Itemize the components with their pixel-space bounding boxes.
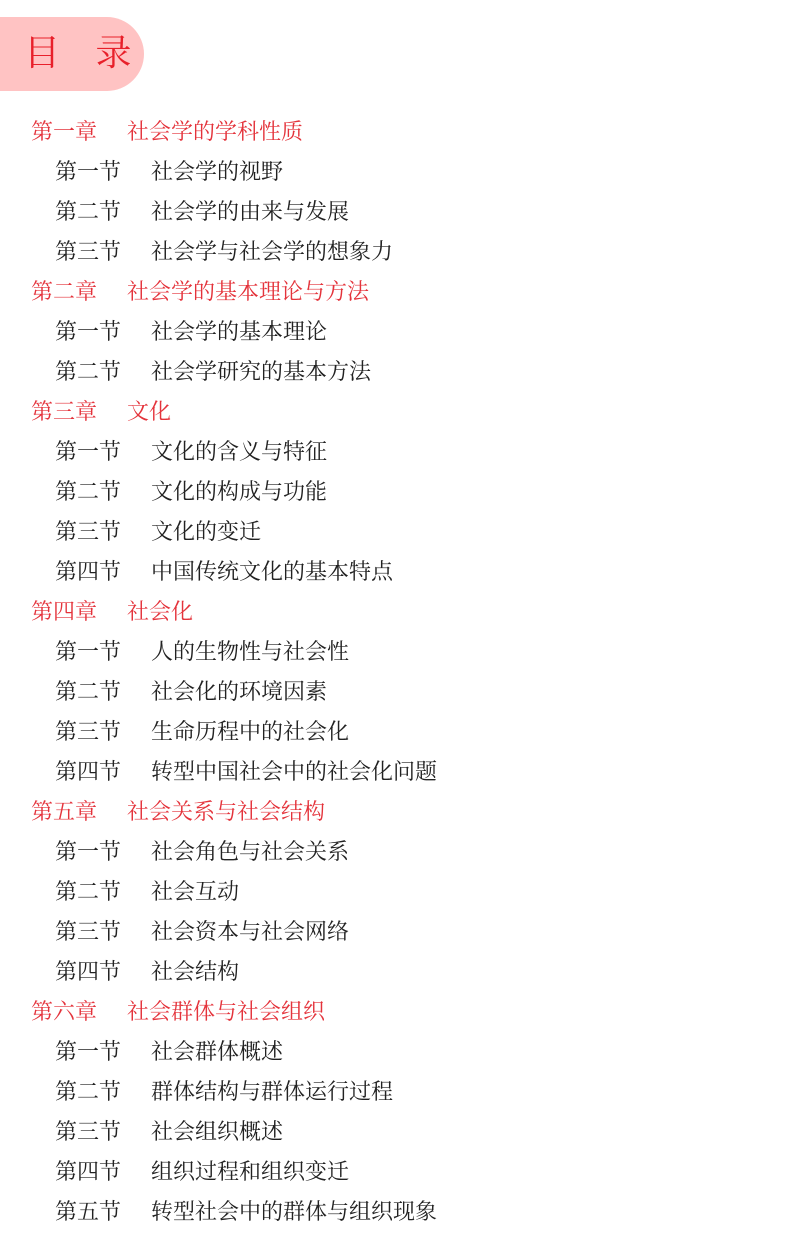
toc-section-entry [0,1193,790,1233]
section-title: 群体结构与群体运行过程 [151,1080,394,1105]
toc-header-badge [0,17,144,91]
toc-section-entry [0,313,790,353]
chapter-title: 社会关系与社会结构 [127,800,326,825]
chapter-title: 社会学的基本理论与方法 [127,280,370,305]
section-number: 第二节 [55,680,122,705]
section-title: 社会化的环境因素 [151,680,328,705]
toc-section-entry [0,1033,790,1073]
section-title: 社会群体概述 [151,1040,284,1065]
toc-chapter-entry [0,993,790,1033]
section-number: 第五节 [55,1200,122,1225]
chapter-number: 第六章 [31,1000,98,1025]
toc-chapter-entry [0,393,790,433]
toc-section-entry [0,553,790,593]
section-title: 文化的构成与功能 [151,480,328,505]
section-title: 生命历程中的社会化 [151,720,350,745]
section-number: 第二节 [55,1080,122,1105]
section-title: 社会资本与社会网络 [151,920,350,945]
section-number: 第一节 [55,1040,122,1065]
section-title: 人的生物性与社会性 [151,640,350,665]
section-title: 文化的变迁 [151,520,262,545]
section-title: 文化的含义与特征 [151,440,328,465]
chapter-number: 第二章 [31,280,98,305]
section-number: 第四节 [55,1160,122,1185]
toc-section-entry [0,753,790,793]
toc-section-entry [0,1113,790,1153]
section-title: 社会学的基本理论 [151,320,328,345]
chapter-title: 社会化 [127,600,194,625]
section-title: 社会组织概述 [151,1120,284,1145]
toc-section-entry [0,833,790,873]
chapter-number: 第三章 [31,400,98,425]
section-title: 社会学的视野 [151,160,284,185]
toc-section-entry [0,673,790,713]
toc-chapter-entry [0,113,790,153]
section-number: 第三节 [55,720,122,745]
section-number: 第四节 [55,560,122,585]
table-of-contents [0,113,790,1233]
toc-section-entry [0,633,790,673]
section-title: 社会学与社会学的想象力 [151,240,394,265]
section-number: 第一节 [55,840,122,865]
section-number: 第一节 [55,160,122,185]
section-number: 第一节 [55,320,122,345]
toc-section-entry [0,873,790,913]
toc-section-entry [0,513,790,553]
section-number: 第三节 [55,240,122,265]
toc-section-entry [0,713,790,753]
chapter-number: 第一章 [31,120,98,145]
section-title: 社会互动 [151,880,240,905]
section-title: 转型中国社会中的社会化问题 [151,760,438,785]
toc-section-entry [0,913,790,953]
page-title: 目 录 [24,33,144,74]
section-number: 第三节 [55,920,122,945]
toc-section-entry [0,433,790,473]
toc-section-entry [0,353,790,393]
chapter-title: 社会学的学科性质 [127,120,304,145]
section-title: 中国传统文化的基本特点 [151,560,394,585]
section-number: 第二节 [55,880,122,905]
toc-section-entry [0,1153,790,1193]
section-number: 第四节 [55,760,122,785]
section-title: 社会学的由来与发展 [151,200,350,225]
section-number: 第二节 [55,360,122,385]
chapter-number: 第五章 [31,800,98,825]
toc-section-entry [0,233,790,273]
section-title: 转型社会中的群体与组织现象 [151,1200,438,1225]
section-title: 社会角色与社会关系 [151,840,350,865]
toc-section-entry [0,193,790,233]
chapter-title: 社会群体与社会组织 [127,1000,326,1025]
section-title: 组织过程和组织变迁 [151,1160,350,1185]
toc-section-entry [0,1073,790,1113]
section-number: 第二节 [55,480,122,505]
section-number: 第二节 [55,200,122,225]
section-number: 第三节 [55,520,122,545]
section-number: 第一节 [55,640,122,665]
toc-section-entry [0,953,790,993]
toc-chapter-entry [0,273,790,313]
section-number: 第一节 [55,440,122,465]
section-title: 社会学研究的基本方法 [151,360,372,385]
chapter-title: 文化 [127,400,172,425]
toc-chapter-entry [0,593,790,633]
toc-section-entry [0,153,790,193]
section-number: 第三节 [55,1120,122,1145]
toc-section-entry [0,473,790,513]
section-title: 社会结构 [151,960,240,985]
chapter-number: 第四章 [31,600,98,625]
toc-chapter-entry [0,793,790,833]
section-number: 第四节 [55,960,122,985]
